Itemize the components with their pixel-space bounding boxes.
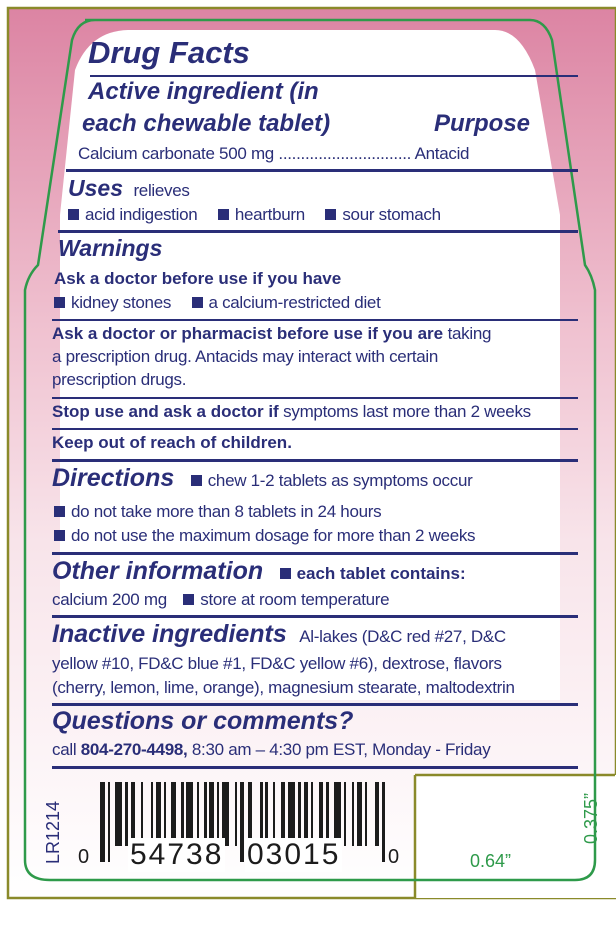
barcode-bar — [125, 782, 127, 846]
stop-use-text: symptoms last more than 2 weeks — [283, 402, 531, 421]
keep-out-of-reach: Keep out of reach of children. — [52, 433, 292, 452]
barcode-bar — [311, 782, 313, 846]
barcode-bar — [288, 782, 295, 846]
directions-item: do not use the maximum dosage for more than 2 weeks — [71, 526, 476, 545]
barcode-bar — [156, 782, 161, 846]
directions-heading: Directions — [52, 464, 175, 492]
bullet-icon — [54, 297, 65, 308]
uses-item: acid indigestion — [85, 205, 198, 224]
barcode-bar — [131, 782, 136, 846]
bullet-icon — [54, 530, 65, 541]
bullet-icon — [54, 506, 65, 517]
uses-intro: relieves — [133, 181, 190, 200]
inactive-rule — [52, 703, 578, 706]
uses-line — [68, 175, 190, 202]
barcode-bar — [281, 782, 286, 846]
ingredient-purpose: Antacid — [414, 144, 470, 163]
barcode-bar — [298, 782, 300, 846]
dimension-height: 0.375” — [581, 792, 602, 845]
inactive-heading: Inactive ingredients — [52, 620, 287, 648]
barcode-bar — [240, 782, 245, 862]
uses-items — [66, 205, 441, 225]
barcode-bar — [352, 782, 354, 846]
other-info-bold: each tablet contains: — [296, 564, 466, 583]
other-info-calcium: calcium 200 mg — [52, 590, 167, 609]
ingredient-dots: .............................. — [278, 144, 412, 163]
directions-line1 — [52, 464, 472, 493]
barcode-bar — [164, 782, 166, 846]
active-ingredient-heading-line1: Active ingredient (in — [88, 78, 319, 105]
barcode-bar — [382, 782, 384, 862]
inactive-text: Al-lakes (D&C red #27, D&C — [299, 627, 506, 646]
barcode-bar — [171, 782, 176, 846]
bullet-icon — [280, 568, 291, 579]
purpose-heading: Purpose — [434, 110, 531, 137]
directions-line3 — [52, 526, 475, 546]
other-info-line1 — [52, 557, 466, 586]
other-info-heading: Other information — [52, 557, 264, 585]
barcode-bar — [326, 782, 328, 846]
lot-code: LR1214 — [43, 800, 64, 865]
barcode-bar — [344, 782, 346, 846]
directions-rule — [52, 552, 578, 555]
barcode-group2: 03015 — [247, 838, 341, 871]
barcode-bar — [186, 782, 193, 846]
call-prefix: call — [52, 740, 77, 759]
barcode-bar — [141, 782, 143, 846]
ask-pharmacist-text: taking — [447, 324, 492, 343]
other-info-rule — [52, 615, 578, 618]
ingredient-rule — [66, 169, 578, 172]
warnings-heading: Warnings — [58, 235, 163, 261]
other-info-store: store at room temperature — [200, 590, 390, 609]
stop-use-rule — [52, 428, 578, 430]
bullet-icon — [68, 209, 79, 220]
uses-item: sour stomach — [342, 205, 441, 224]
barcode-bar — [375, 782, 380, 846]
ask-doctor-items — [52, 293, 381, 313]
ask-pharmacist-bold: Ask a doctor or pharmacist before use if you are — [52, 324, 444, 343]
inactive-line3: (cherry, lemon, lime, orange), magnesium stearate, maltodextrin — [52, 678, 515, 697]
other-info-line2 — [52, 590, 389, 610]
ask-doctor-item: a calcium-restricted diet — [208, 293, 381, 312]
directions-item: do not take more than 8 tablets in 24 hours — [71, 502, 382, 521]
directions-line2 — [52, 502, 381, 522]
uses-heading: Uses — [68, 175, 123, 201]
call-hours: 8:30 am – 4:30 pm EST, Monday - Friday — [191, 740, 491, 759]
barcode-bar — [204, 782, 206, 846]
questions-rule — [52, 766, 578, 769]
barcode-bar — [334, 782, 341, 846]
ingredient-name: Calcium carbonate 500 mg — [78, 144, 274, 163]
phone-number: 804-270-4498, — [80, 740, 188, 759]
directions-item: chew 1-2 tablets as symptoms occur — [207, 471, 473, 490]
barcode-bar — [260, 782, 262, 846]
stop-use-line — [52, 402, 531, 422]
barcode-bar — [319, 782, 324, 846]
barcode-left-digit: 0 — [78, 846, 90, 868]
barcode-bar — [181, 782, 183, 846]
barcode-bar — [217, 782, 219, 846]
ask-pharmacist-line3: prescription drugs. — [52, 370, 187, 389]
barcode-bar — [115, 782, 122, 846]
active-ingredient-heading-line2: each chewable tablet) — [82, 110, 331, 137]
barcode-bar — [357, 782, 362, 846]
barcode-bar — [100, 782, 105, 862]
bullet-icon — [325, 209, 336, 220]
ask-pharmacist-line1 — [52, 324, 491, 344]
ask-doctor-heading: Ask a doctor before use if you have — [54, 269, 342, 288]
barcode-group1: 54738 — [130, 838, 224, 871]
bullet-icon — [192, 297, 203, 308]
ask-pharmacist-line2: a prescription drug. Antacids may interact with certain — [52, 347, 439, 366]
uses-rule — [58, 230, 578, 233]
barcode-bar — [235, 782, 237, 846]
inactive-line1 — [52, 620, 506, 649]
ask-doctor-rule — [52, 319, 578, 321]
title-rule — [90, 75, 578, 77]
barcode-bar — [197, 782, 199, 846]
barcode-bar — [108, 782, 110, 862]
barcode-bar — [273, 782, 275, 846]
ingredient-line — [78, 144, 469, 164]
barcode-bar — [151, 782, 153, 846]
barcode-bar — [209, 782, 214, 846]
barcode-bar — [222, 782, 229, 846]
bullet-icon — [183, 594, 194, 605]
barcode-bar — [365, 782, 367, 846]
drug-facts-title: Drug Facts — [88, 35, 250, 70]
barcode-bar — [265, 782, 267, 846]
bullet-icon — [218, 209, 229, 220]
inactive-line2: yellow #10, FD&C blue #1, FD&C yellow #6), dextrose, flavors — [52, 654, 502, 673]
ask-doctor-item: kidney stones — [71, 293, 172, 312]
barcode-bar — [304, 782, 309, 846]
uses-item: heartburn — [234, 205, 305, 224]
warnings-rule — [52, 459, 578, 462]
call-line — [52, 740, 490, 760]
barcode-right-digit: 0 — [388, 846, 400, 868]
questions-heading: Questions or comments? — [52, 707, 354, 735]
stop-use-bold: Stop use and ask a doctor if — [52, 402, 279, 421]
ask-pharmacist-rule — [52, 397, 578, 399]
bullet-icon — [191, 475, 202, 486]
dimension-width: 0.64” — [470, 851, 512, 871]
